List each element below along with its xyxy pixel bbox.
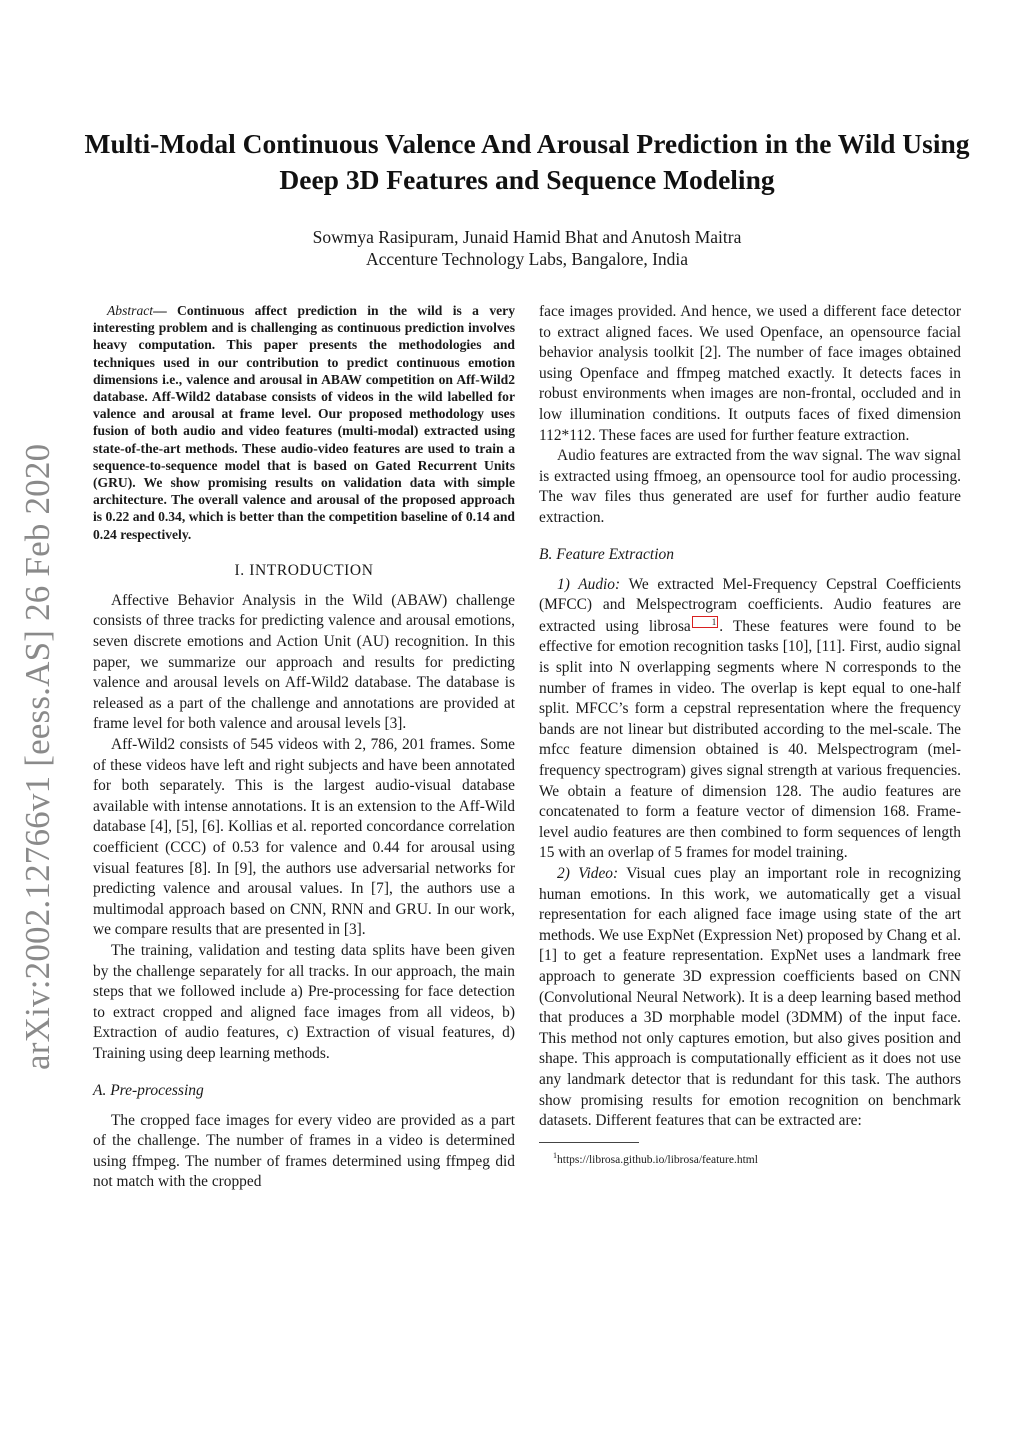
intro-paragraph-3: The training, validation and testing data splits have been given by the challenge separately for all tracks. In our approach, the main steps that we followed include a) Pre-processing for face detection to extract cropped and aligned face images from all videos, b) Extraction of audio features, c) Extraction of visual features, d) Training using deep learning methods.: [93, 941, 515, 1062]
footnote-marker: 1: [553, 1150, 557, 1160]
introduction-heading: I. INTRODUCTION: [234, 561, 374, 579]
arxiv-identifier-stamp: arXiv:2002.12766v1 [eess.AS] 26 Feb 2020: [18, 443, 57, 1070]
video-lead: 2) Video:: [557, 864, 619, 882]
abstract-dash: —: [153, 303, 167, 318]
video-text: Visual cues play an important role in recognizing human emotions. In this work, we automatically get a visual representation for each aligned face image using state of the art methods. We use ExpNet (Expression Net) proposed by Chang et al. [1] to get a feature representation. ExpNet uses a landmark free approach to generate 3D expression coefficients based on CNN (Convolutional Neural Network). It is a deep learning based method that produces a 3D morphable model (3DMM) of the input face. This method not only captures emotion, but also gives position and shape. This approach is computationally efficient as it does not use any landmark detector that is redundant for this task. The authors show promising results for emotion recognition on benchmark datasets. Different features that can be extracted are:: [539, 864, 961, 1130]
footnote: [539, 1149, 961, 1167]
footnote-divider: [539, 1142, 639, 1143]
feature-extraction-heading: B. Feature Extraction: [539, 545, 675, 563]
audio-text-part-2: . These features were found to be effective for emotion recognition tasks [10], [11]. First, audio signal is split into N overlapping segments where N corresponds to the number of frames in video. The overlap is kept equal to one-half split. MFCC’s form a cepstral representation where the frequency bands are not linear but distributed according to the mel-scale. The mfcc feature dimension obtained is 40. Melspectrogram (mel-frequency spectrogram) gives signal strength at various frequencies. We obtain a feature of dimension 128. The audio features are concatenated to form a feature vector of dimension 168. Frame-level audio features are then combined to form sequences of length 15 with an overlap of 5 frames for model training.: [539, 617, 961, 862]
left-column: [93, 302, 515, 1193]
abstract-body: Continuous affect prediction in the wild is a very interesting problem and is challenging as continuous prediction involves heavy computation. This paper presents the methodologies and techniques used in our contribution to predict continuous emotion dimensions i.e., valence and arousal in ABAW competition on Aff-Wild2 database. Aff-Wild2 database consists of videos in the wild labelled for valence and arousal at frame level. Our proposed methodology uses fusion of both audio and video features (multi-modal) extracted using state-of-the-art methods. These audio-video features are used to train a sequence-to-sequence model that is based on Gated Recurrent Units (GRU). We show promising results on validation data with simple architecture. The overall valence and arousal of the proposed approach is 0.22 and 0.34, which is better than the competition baseline of 0.14 and 0.24 respectively.: [93, 303, 515, 542]
preprocessing-heading: A. Pre-processing: [93, 1081, 204, 1099]
preprocessing-paragraph-1-start: The cropped face images for every video are provided as a part of the challenge. The number of frames in a video is determined using ffmpeg. The number of frames determined using ffmpeg did not match with the cropped: [93, 1111, 515, 1191]
paper-title: Multi-Modal Continuous Valence And Arousal Prediction in the Wild Using Deep 3D Features and Sequence Modeling: [84, 128, 970, 195]
abstract: [93, 302, 515, 543]
intro-paragraph-2: Aff-Wild2 consists of 545 videos with 2, 786, 201 frames. Some of these videos have left and right subjects and have been annotated for both separately. This is the largest audio-visual database available with intense annotations. It is an extension to the Aff-Wild database [4], [5], [6]. Kollias et al. reported concordance correlation coefficient (CCC) of 0.53 for valence and 0.44 for arousal using visual features [8]. In [9], the authors use adversarial networks for predicting valence and arousal values. In [7], the authors use a multimodal approach based on CNN, RNN and GRU. In our work, we compare results that are presented in [3].: [93, 736, 515, 939]
audio-text-part-1: We extracted Mel-Frequency Cepstral Coefficients (MFCC) and Melspectrogram coefficients. Audio features are extracted using librosa: [539, 575, 961, 635]
audio-paragraph: [539, 575, 961, 864]
video-paragraph: [539, 864, 961, 1132]
intro-paragraph-1: Affective Behavior Analysis in the Wild (ABAW) challenge consists of three tracks for predicting valence and arousal emotions, seven discrete emotions and Action Unit (AU) recognition. In this paper, we summarize our approach and results for predicting valence and arousal levels on Aff-Wild2 database. The database is released as a part of the challenge and annotations are provided at frame level for both valence and arousal levels [3].: [93, 591, 515, 733]
paper-affiliation: Accenture Technology Labs, Bangalore, India: [365, 249, 689, 269]
footnote-url[interactable]: https://librosa.github.io/librosa/feature.html: [557, 1153, 758, 1166]
audio-lead: 1) Audio:: [557, 575, 621, 593]
preprocessing-paragraph-1-continued: face images provided. And hence, we used a different face detector to extract aligned faces. We used Openface, an opensource facial behavior analysis toolkit [2]. The number of face images obtained using Openface and ffmpeg matched exactly. It detects faces in robust environments when images are non-frontal, occluded and in low illumination conditions. It outputs faces of fixed dimension 112*112. These faces are used for further feature extraction.: [539, 303, 961, 444]
preprocessing-paragraph-2: Audio features are extracted from the wav signal. The wav signal is extracted using ffmoeg, an opensource tool for audio processing. The wav files thus generated are usef for further audio feature extraction.: [539, 447, 961, 526]
paper-authors: Sowmya Rasipuram, Junaid Hamid Bhat and Anutosh Maitra: [312, 227, 742, 247]
right-column: [539, 302, 961, 1167]
footnote-link[interactable]: 1: [692, 616, 719, 628]
abstract-lead: Abstract: [107, 303, 154, 318]
